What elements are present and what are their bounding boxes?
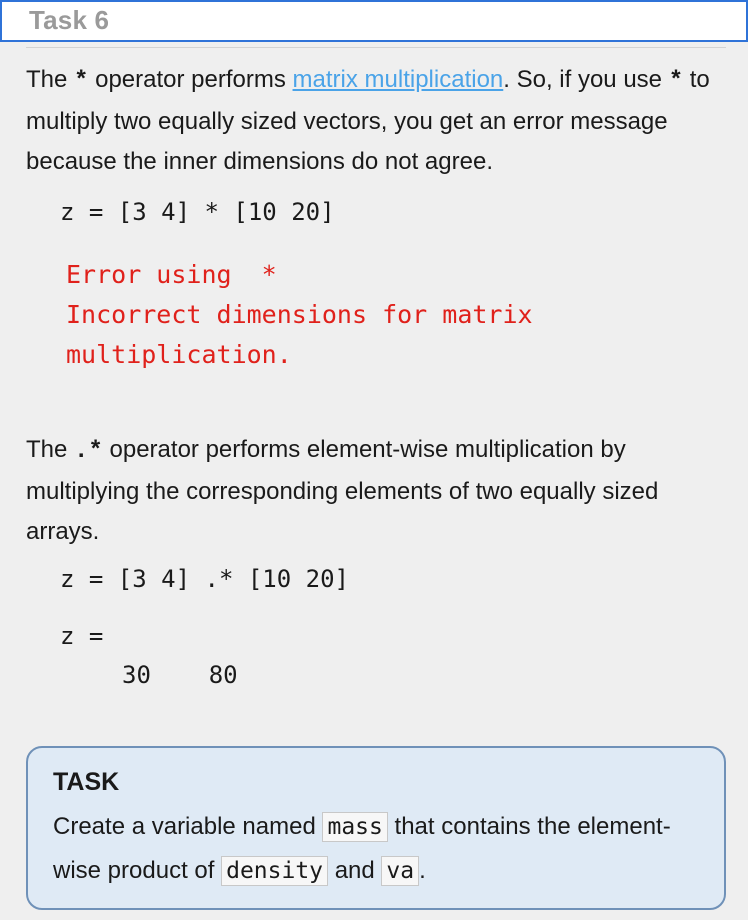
task-label: TASK xyxy=(53,768,120,796)
output-label: z = xyxy=(60,622,104,650)
operator-code: * xyxy=(74,68,89,95)
divider xyxy=(26,47,726,48)
error-line-3: multiplication. xyxy=(66,340,292,369)
code-example-elementwise: z = [3 4] .* [10 20] xyxy=(60,565,349,593)
code-example-matrix: z = [3 4] * [10 20] xyxy=(60,198,335,226)
element-wise-paragraph: The .* operator performs element-wise multiplication by multiplying the corresponding elements of two equally sized arrays. xyxy=(26,436,659,545)
error-line-2: Incorrect dimensions for matrix xyxy=(66,300,533,329)
variable-mass: mass xyxy=(322,812,387,842)
matrix-multiplication-paragraph: The * operator performs matrix multiplication. So, if you use * to multiply two equally sized vectors, you get an error message because the inner dimensions do not agree. xyxy=(26,66,710,175)
task-header[interactable] xyxy=(0,0,748,42)
task-instructions: Create a variable named mass that contains the element-wise product of density and va . xyxy=(53,813,671,884)
variable-density: density xyxy=(221,856,328,886)
operator-code: .* xyxy=(74,438,103,465)
output-values: 30 80 xyxy=(122,661,238,689)
error-line-1: Error using * xyxy=(66,260,277,289)
task-title: Task 6 xyxy=(29,5,110,35)
task-box xyxy=(26,746,726,910)
operator-code: * xyxy=(668,68,684,95)
matrix-multiplication-link[interactable]: matrix multiplication xyxy=(292,66,504,93)
variable-va: va xyxy=(381,856,419,886)
